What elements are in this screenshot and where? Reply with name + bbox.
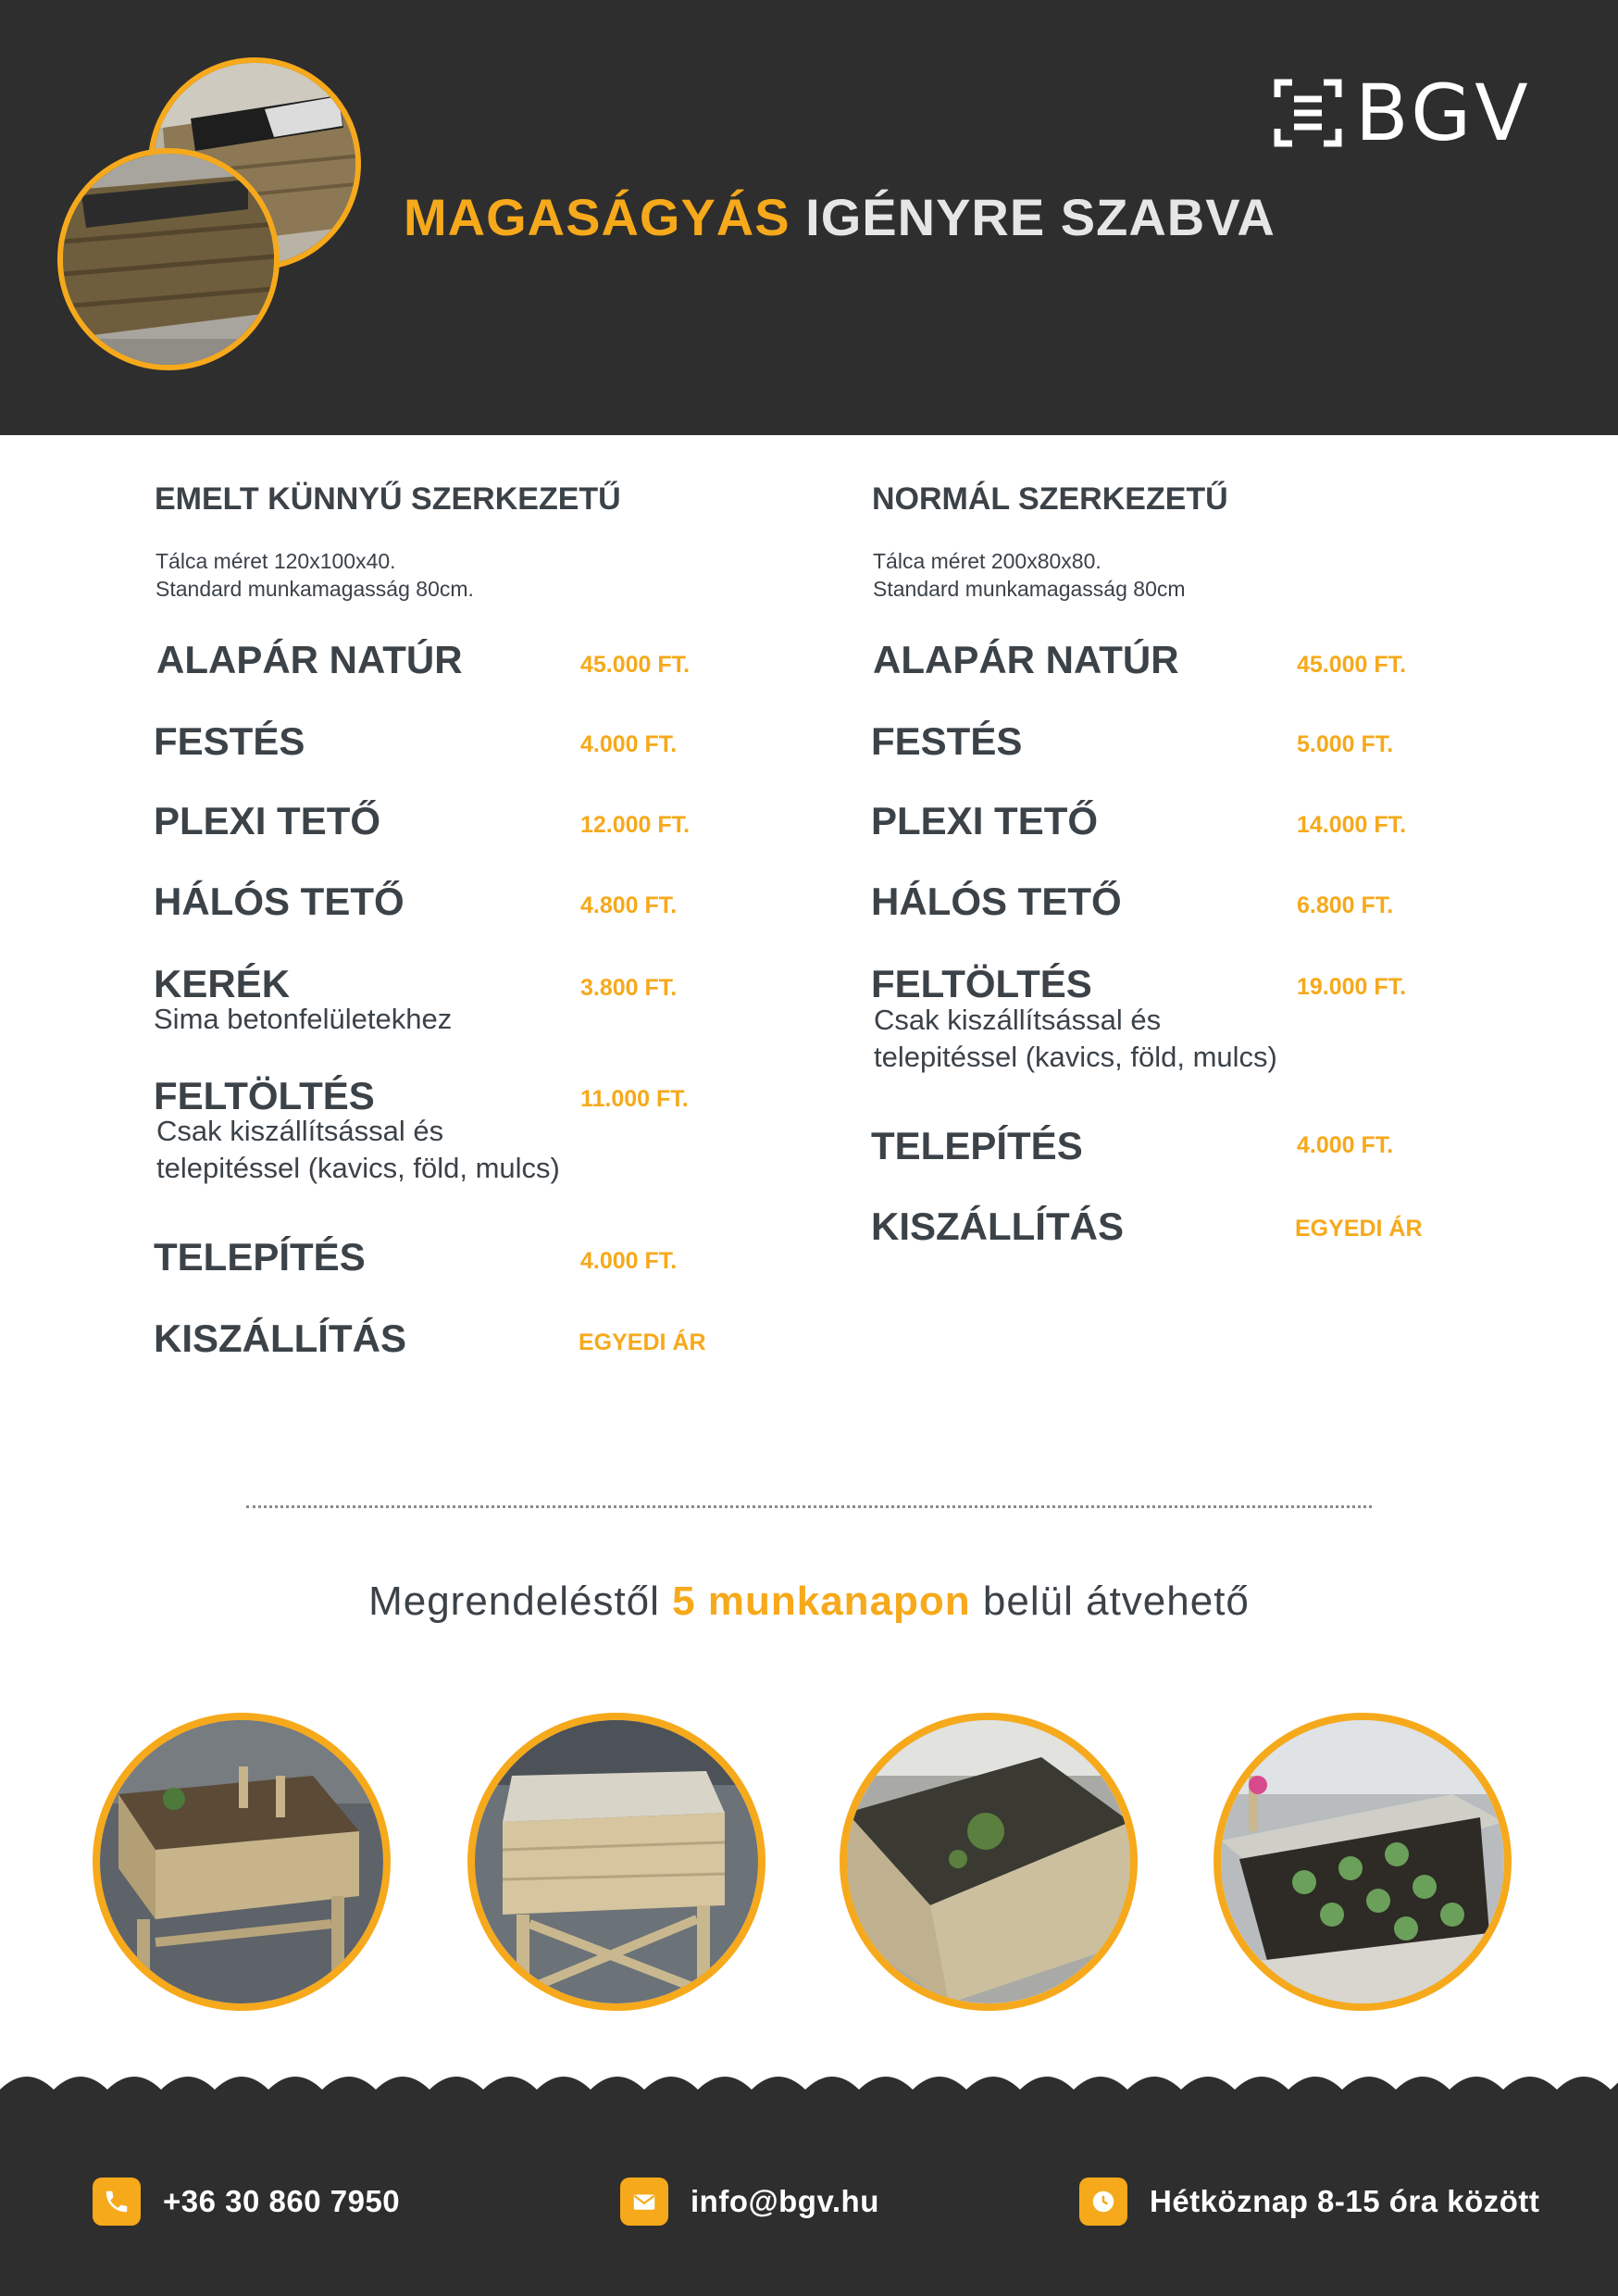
product-photo-4: [1214, 1713, 1512, 2011]
contact-phone[interactable]: [93, 2177, 400, 2226]
bgv-logo: [1274, 68, 1532, 158]
left-price-installation: 4.000 FT.: [580, 1248, 678, 1274]
left-item-base: ALAPÁR NATÚR: [156, 638, 463, 681]
logo-text: BGV: [1355, 68, 1532, 158]
right-item-base: ALAPÁR NATÚR: [873, 638, 1179, 681]
page-title: [404, 187, 1276, 247]
left-column-sub-2: Standard munkamagasság 80cm.: [156, 577, 474, 601]
left-note-filling-2: telepitéssel (kavics, föld, mulcs): [156, 1152, 560, 1184]
left-note-filling-1: Csak kiszállítsással és: [156, 1115, 444, 1147]
header-wave: [0, 389, 1618, 454]
left-item-plexi-roof: PLEXI TETŐ: [154, 799, 381, 842]
delivery-note: [0, 1578, 1618, 1625]
left-item-wheel: KERÉK: [154, 962, 291, 1005]
opening-hours: Hétköznap 8-15 óra között: [1150, 2184, 1540, 2218]
right-item-mesh-roof: HÁLÓS TETŐ: [871, 880, 1122, 923]
logo-mark-icon: [1274, 79, 1342, 147]
right-item-filling: FELTÖLTÉS: [871, 962, 1092, 1005]
title-accent: MAGASÁGYÁS: [404, 188, 790, 246]
product-photo-1: [93, 1713, 391, 2011]
mail-icon: [620, 2177, 668, 2226]
clock-icon: [1079, 2177, 1127, 2226]
left-item-installation: TELEPÍTÉS: [154, 1235, 366, 1279]
phone-number[interactable]: +36 30 860 7950: [163, 2184, 401, 2218]
right-item-installation: TELEPÍTÉS: [871, 1124, 1083, 1167]
contact-email[interactable]: [620, 2177, 879, 2226]
delivery-before: Megrendeléstől: [368, 1578, 660, 1624]
right-item-delivery: KISZÁLLÍTÁS: [871, 1204, 1124, 1248]
right-column-sub-2: Standard munkamagasság 80cm: [873, 577, 1186, 601]
left-price-painting: 4.000 FT.: [580, 731, 678, 757]
dotted-divider: [246, 1505, 1372, 1508]
phone-icon: [93, 2177, 141, 2226]
left-price-mesh-roof: 4.800 FT.: [580, 892, 678, 918]
right-price-plexi-roof: 14.000 FT.: [1297, 812, 1407, 838]
right-price-mesh-roof: 6.800 FT.: [1297, 892, 1394, 918]
right-price-filling: 19.000 FT.: [1297, 974, 1407, 1000]
left-item-painting: FESTÉS: [154, 719, 305, 763]
delivery-highlight: 5 munkanapon: [672, 1578, 971, 1624]
left-price-wheel: 3.800 FT.: [580, 975, 678, 1001]
product-photo-2: [467, 1713, 765, 2011]
left-item-delivery: KISZÁLLÍTÁS: [154, 1316, 406, 1360]
right-item-painting: FESTÉS: [871, 719, 1023, 763]
contact-hours: [1079, 2177, 1539, 2226]
left-item-mesh-roof: HÁLÓS TETŐ: [154, 880, 404, 923]
left-note-wheel: Sima betonfelületekhez: [154, 1003, 453, 1035]
right-price-delivery: EGYEDI ÁR: [1295, 1216, 1423, 1242]
right-column-sub-1: Tálca méret 200x80x80.: [873, 549, 1101, 573]
left-price-base: 45.000 FT.: [580, 652, 691, 678]
title-rest: IGÉNYRE SZABVA: [805, 188, 1276, 246]
email-address[interactable]: info@bgv.hu: [691, 2184, 879, 2218]
left-item-filling: FELTÖLTÉS: [154, 1074, 375, 1117]
right-item-plexi-roof: PLEXI TETŐ: [871, 799, 1099, 842]
right-price-installation: 4.000 FT.: [1297, 1132, 1394, 1158]
left-column-title: EMELT KÜNNYŰ SZERKEZETŰ: [155, 481, 621, 517]
right-price-base: 45.000 FT.: [1297, 652, 1407, 678]
left-price-filling: 11.000 FT.: [580, 1086, 689, 1112]
product-photo-3: [840, 1713, 1138, 2011]
left-price-plexi-roof: 12.000 FT.: [580, 812, 691, 838]
right-note-filling-1: Csak kiszállítsással és: [874, 1004, 1162, 1036]
right-note-filling-2: telepitéssel (kavics, föld, mulcs): [874, 1041, 1277, 1073]
delivery-after: belül átvehető: [982, 1578, 1250, 1624]
right-price-painting: 5.000 FT.: [1297, 731, 1394, 757]
left-column-sub-1: Tálca méret 120x100x40.: [156, 549, 396, 573]
footer-wave: [0, 2069, 1618, 2106]
right-column-title: NORMÁL SZERKEZETŰ: [872, 481, 1228, 517]
header-photo-front: [57, 148, 280, 370]
left-price-delivery: EGYEDI ÁR: [579, 1329, 706, 1355]
